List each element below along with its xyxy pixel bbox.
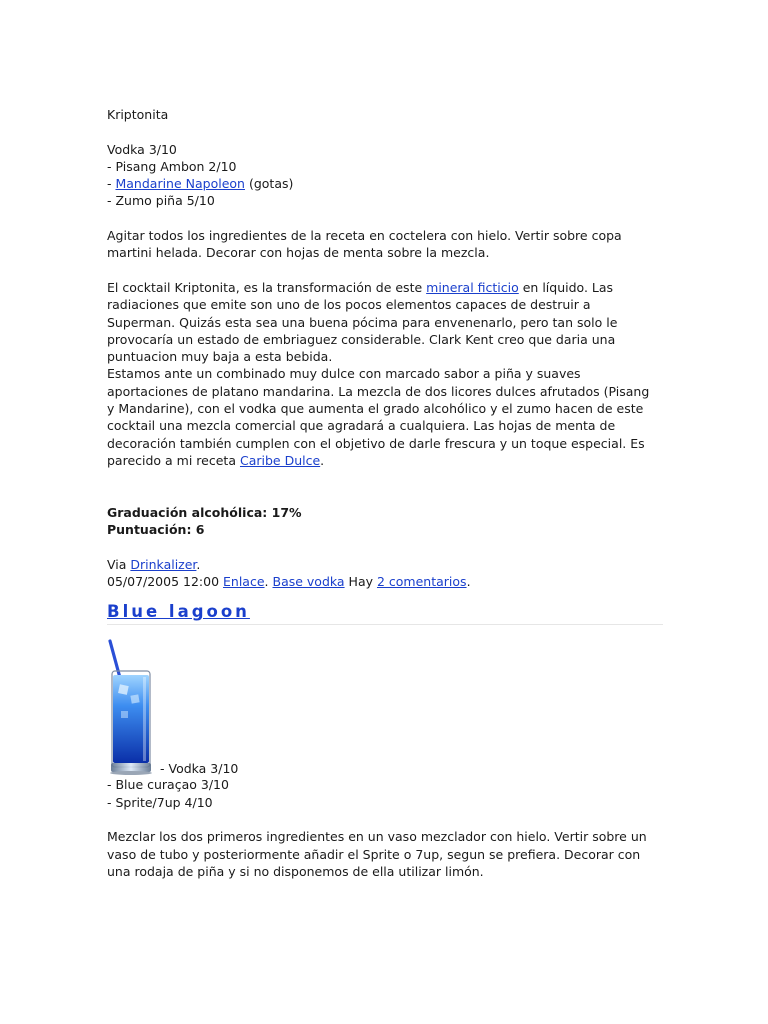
ingredient-item: - Vodka 3/10	[160, 761, 239, 777]
ingredient-list-blue-lagoon	[107, 776, 663, 811]
blog-content	[107, 106, 663, 880]
text-line: y Mandarine), con el vodka que aumenta el grado alcohólico y el zumo hacen de este	[107, 401, 644, 417]
score-label: Puntuación: 6	[107, 522, 205, 538]
text-line	[107, 452, 663, 469]
meta-separator: .	[264, 574, 273, 590]
ingredient-list	[107, 141, 663, 210]
instructions-paragraph	[107, 227, 663, 262]
text-fragment: .	[320, 452, 325, 468]
comments-link[interactable]: 2 comentarios	[376, 574, 467, 590]
mandarine-napoleon-link[interactable]: Mandarine Napoleon	[115, 176, 245, 192]
text-fragment: parecido a mi receta	[107, 452, 240, 468]
post-title-kriptonita: Kriptonita	[107, 107, 169, 122]
comments-dot: .	[466, 574, 471, 590]
text-line: martini helada. Decorar con hojas de menta sobre la mezcla.	[107, 245, 490, 261]
alcohol-label: Graduación alcohólica: 17%	[107, 504, 302, 520]
ingredient-prefix: -	[107, 176, 116, 192]
category-link[interactable]: Base vodka	[272, 574, 345, 590]
ingredient-item	[107, 175, 663, 192]
text-line: provocaría un estado de embriaguez considerable. Clark Kent creo que daria una	[107, 331, 616, 347]
text-line: Estamos ante un combinado muy dulce con marcado sabor a piña y suaves	[107, 366, 581, 382]
drinkalizer-link[interactable]: Drinkalizer	[130, 556, 197, 572]
ingredient-item: Vodka 3/10	[107, 141, 177, 157]
post-meta	[107, 573, 663, 590]
text-line	[107, 279, 663, 296]
text-fragment: en líquido. Las	[518, 279, 614, 295]
post-footer	[107, 556, 663, 591]
text-fragment: El cocktail Kriptonita, es la transformación de este	[107, 279, 427, 295]
score	[107, 521, 663, 538]
description-paragraph	[107, 279, 663, 469]
text-line: radiaciones que emite son uno de los pocos elementos capaces de destruir a	[107, 297, 591, 313]
ingredient-item: - Blue curaçao 3/10	[107, 777, 229, 793]
text-line: Mezclar los dos primeros ingredientes en un vaso mezclador con hielo. Vertir sobre un	[107, 829, 647, 845]
ingredient-item: - Sprite/7up 4/10	[107, 794, 213, 810]
via-dot: .	[196, 556, 201, 572]
text-line: cocktail una mezcla comercial que agradará a cualquiera. Las hojas de menta de	[107, 418, 616, 434]
via-text: Via	[107, 556, 131, 572]
ingredient-item: - Zumo piña 5/10	[107, 193, 215, 209]
alcohol-content	[107, 504, 663, 521]
ingredient-item: - Pisang Ambon 2/10	[107, 158, 237, 174]
text-line: Superman. Quizás esta sea una buena pócima para envenenarlo, pero tan solo le	[107, 314, 618, 330]
mineral-ficticio-link[interactable]: mineral ficticio	[426, 279, 519, 295]
blue-lagoon-glass-image	[107, 639, 159, 776]
text-line: Agitar todos los ingredientes de la receta en coctelera con hielo. Vertir sobre copa	[107, 228, 622, 244]
text-line: vaso de tubo y posteriormente añadir el Sprite o 7up, segun se prefiera. Decorar con	[107, 846, 641, 862]
via-line	[107, 556, 663, 573]
text-line: aportaciones de platano mandarina. La mezcla de dos licores dulces afrutados (Pisang	[107, 383, 650, 399]
post-date: 05/07/2005 12:00	[107, 574, 224, 590]
rating-block	[107, 504, 663, 539]
blue-lagoon-title-link[interactable]: Blue lagoon	[107, 602, 250, 622]
text-line: decoración también cumplen con el objetivo de darle frescura y un toque especial. Es	[107, 435, 645, 451]
blue-lagoon-image-row	[107, 639, 663, 776]
permalink-link[interactable]: Enlace	[223, 574, 265, 590]
comments-text: Hay	[344, 574, 377, 590]
post-title-blue-lagoon	[107, 601, 663, 625]
caribe-dulce-link[interactable]: Caribe Dulce	[239, 452, 321, 468]
text-line: puntuacion muy baja a esta bebida.	[107, 349, 333, 365]
instructions-paragraph-blue-lagoon	[107, 828, 663, 880]
ingredient-suffix: (gotas)	[244, 176, 294, 192]
text-line: una rodaja de piña y si no disponemos de ella utilizar limón.	[107, 863, 484, 879]
